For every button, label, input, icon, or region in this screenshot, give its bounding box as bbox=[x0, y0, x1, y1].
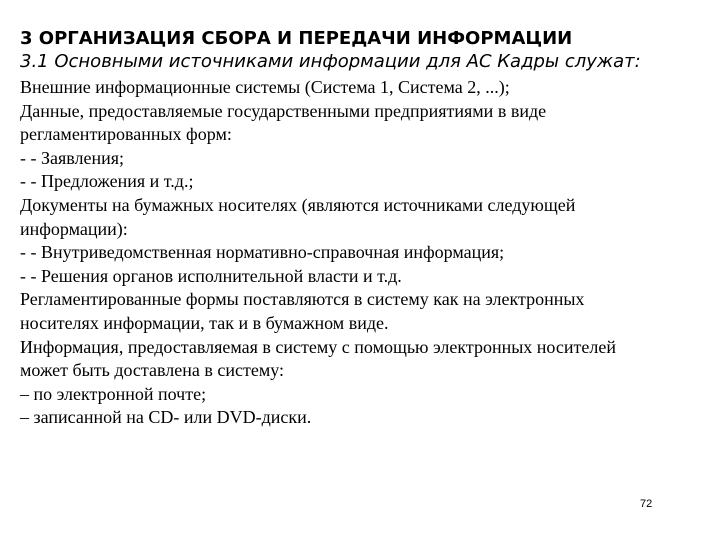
text-line: регламентированных форм: bbox=[20, 124, 232, 145]
text-line: - - Решения органов исполнительной власти и т.д. bbox=[20, 265, 402, 286]
text-line: Внешние информационные системы (Система 1, Система 2, ...); bbox=[20, 77, 510, 97]
text-line: носителях информации, так и в бумажном виде. bbox=[20, 312, 389, 333]
text-line: – по электронной почте; bbox=[20, 383, 207, 404]
text-line: – записанной на CD- или DVD-диски. bbox=[20, 407, 312, 428]
text-line: Документы на бумажных носителях (являются источниками следующей bbox=[20, 194, 576, 215]
text-line: может быть доставлена в систему: bbox=[20, 360, 284, 381]
text-line: Регламентированные формы поставляются в систему как на электронных bbox=[20, 289, 585, 310]
text-line: Данные, предоставляемые государственными предприятиями в виде bbox=[20, 100, 547, 121]
text-line: - - Внутриведомственная нормативно-справочная информация; bbox=[20, 242, 505, 263]
subsection-heading: 3.1 Основными источниками информации для АС Кадры служат: bbox=[20, 51, 641, 72]
text-line: информации): bbox=[20, 218, 128, 239]
text-line: - - Предложения и т.д.; bbox=[20, 171, 194, 192]
page-number: 72 bbox=[640, 498, 653, 510]
body-text bbox=[20, 76, 710, 430]
text-line: Информация, предоставляемая в систему с помощью электронных носителей bbox=[20, 336, 616, 357]
text-line: - - Заявления; bbox=[20, 147, 125, 168]
section-heading: 3 ОРГАНИЗАЦИЯ СБОРА И ПЕРЕДАЧИ ИНФОРМАЦИИ bbox=[20, 28, 573, 49]
